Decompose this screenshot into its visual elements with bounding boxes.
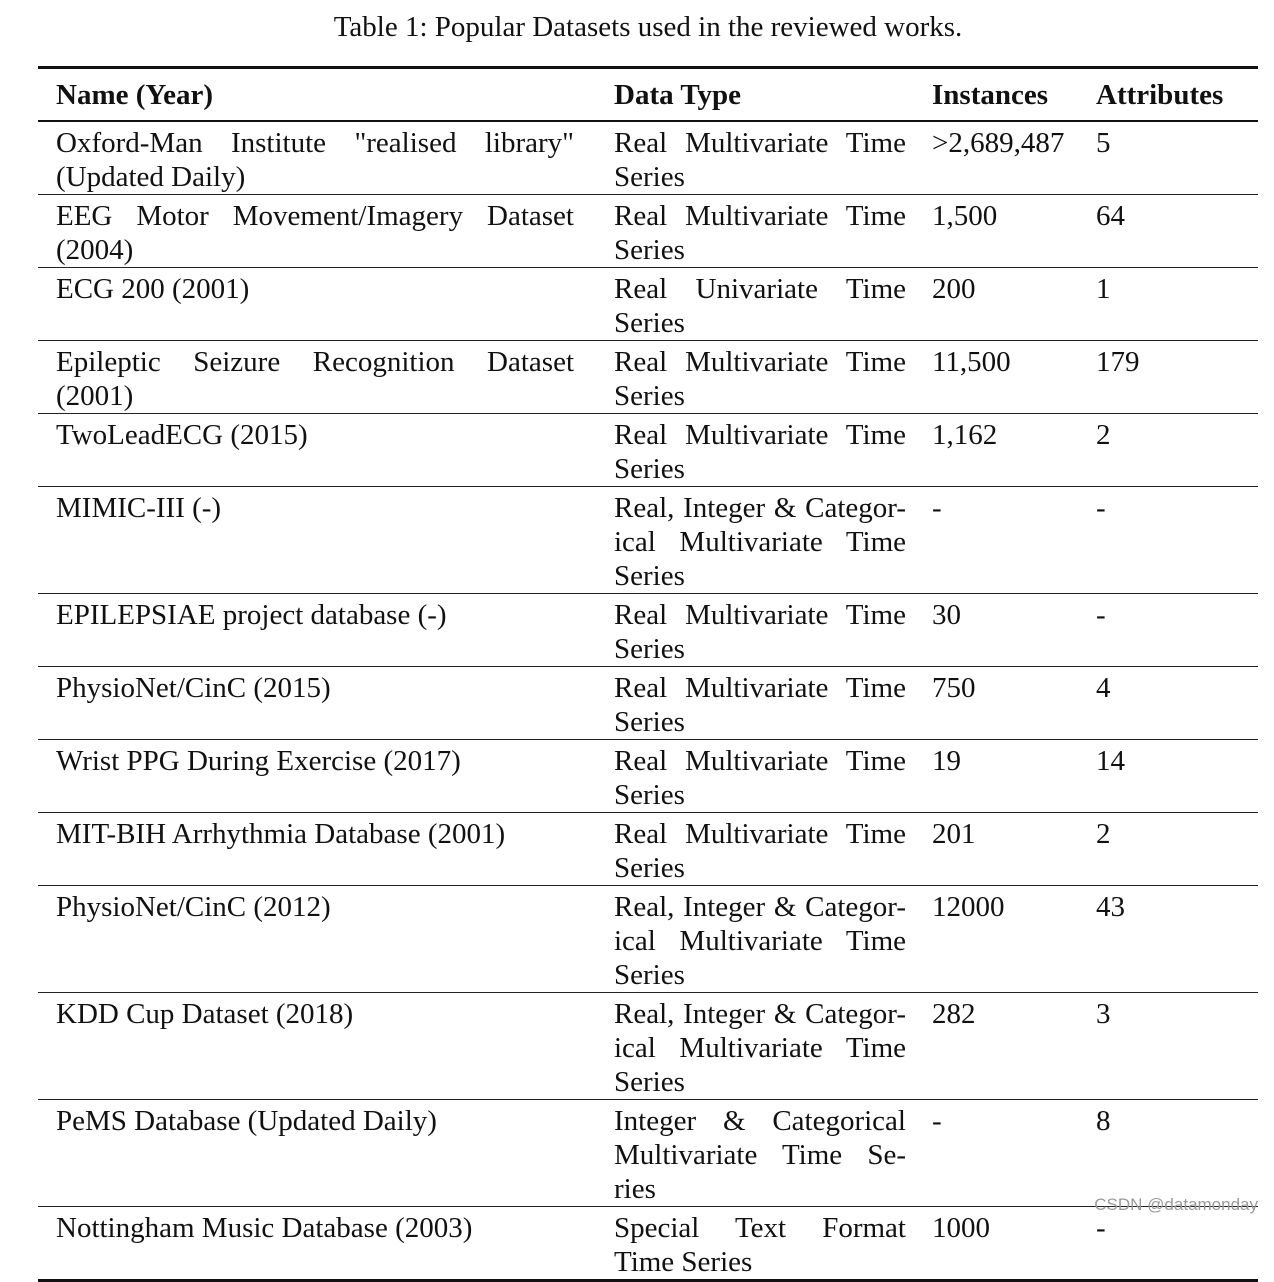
header-name: Name (Year) — [38, 68, 594, 122]
table-row — [38, 667, 1258, 740]
table-caption: Table 1: Popular Datasets used in the reviewed works. — [333, 11, 963, 43]
header-instances: Instances — [914, 68, 1094, 122]
cell-attributes: 5 — [1094, 121, 1258, 195]
table-row — [38, 268, 1258, 341]
header-attributes: Attributes — [1094, 68, 1258, 122]
cell-name: Oxford-Man Institute "realised library" (Updated Daily) — [38, 121, 594, 195]
cell-data-type: Real, Integer & Categor-ical Multivariate Time Series — [594, 487, 914, 594]
table-row — [38, 121, 1258, 195]
cell-attributes: 64 — [1094, 195, 1258, 268]
cell-instances: 12000 — [914, 886, 1094, 993]
table-row — [38, 341, 1258, 414]
cell-name: PhysioNet/CinC (2012) — [38, 886, 594, 993]
cell-instances: 19 — [914, 740, 1094, 813]
datasets-table — [38, 66, 1258, 1282]
cell-name: PeMS Database (Updated Daily) — [38, 1100, 594, 1207]
cell-data-type: Real Multivariate Time Series — [594, 813, 914, 886]
cell-name: Nottingham Music Database (2003) — [56, 1212, 473, 1244]
cell-name: EPILEPSIAE project database (-) — [38, 594, 594, 667]
cell-instances: 750 — [914, 667, 1094, 740]
cell-name: Epileptic Seizure Recognition Dataset (2001) — [38, 341, 594, 414]
cell-name: ECG 200 (2001) — [38, 268, 594, 341]
table-row — [38, 1207, 1258, 1281]
cell-data-type: Real Multivariate Time Series — [594, 594, 914, 667]
cell-name: KDD Cup Dataset (2018) — [38, 993, 594, 1100]
cell-data-type: Real, Integer & Categor-ical Multivariate Time Series — [594, 886, 914, 993]
table-row — [38, 813, 1258, 886]
cell-instances: 1,500 — [914, 195, 1094, 268]
cell-attributes: - — [1096, 1212, 1106, 1244]
cell-instances: 282 — [914, 993, 1094, 1100]
header-data-type: Data Type — [594, 68, 914, 122]
table-row — [38, 1100, 1258, 1207]
cell-attributes: 43 — [1094, 886, 1258, 993]
table-row — [38, 993, 1258, 1100]
cell-data-type: Real Multivariate Time Series — [594, 195, 914, 268]
cell-data-type: Real Multivariate Time Series — [594, 414, 914, 487]
cell-attributes: 179 — [1094, 341, 1258, 414]
cell-name: EEG Motor Movement/Imagery Dataset (2004) — [38, 195, 594, 268]
cell-attributes: 2 — [1094, 813, 1258, 886]
watermark: CSDN @datamonday — [1094, 1195, 1258, 1214]
header-row — [38, 68, 1258, 122]
table-row — [38, 487, 1258, 594]
cell-data-type: Special Text Format Time Series — [614, 1212, 906, 1278]
cell-instances: - — [914, 487, 1094, 594]
cell-data-type: Real Multivariate Time Series — [594, 740, 914, 813]
cell-data-type: Real Multivariate Time Series — [594, 341, 914, 414]
cell-attributes: 4 — [1094, 667, 1258, 740]
cell-attributes: 2 — [1094, 414, 1258, 487]
cell-name: PhysioNet/CinC (2015) — [38, 667, 594, 740]
cell-data-type: Integer & Categorical Multivariate Time Se-ries — [594, 1100, 914, 1207]
cell-name: TwoLeadECG (2015) — [38, 414, 594, 487]
cell-data-type: Real Univariate Time Series — [594, 268, 914, 341]
cell-instances: 11,500 — [914, 341, 1094, 414]
cell-name: Wrist PPG During Exercise (2017) — [38, 740, 594, 813]
cell-instances: 30 — [914, 594, 1094, 667]
cell-instances: >2,689,487 — [914, 121, 1094, 195]
cell-attributes: 1 — [1094, 268, 1258, 341]
table-row — [38, 414, 1258, 487]
cell-name: MIMIC-III (-) — [38, 487, 594, 594]
cell-attributes: 8 — [1094, 1100, 1258, 1207]
table-row — [38, 886, 1258, 993]
table-row — [38, 594, 1258, 667]
cell-data-type: Real Multivariate Time Series — [594, 667, 914, 740]
cell-name: MIT-BIH Arrhythmia Database (2001) — [38, 813, 594, 886]
cell-instances: 1000 — [932, 1212, 990, 1244]
table-body — [38, 121, 1258, 1281]
cell-attributes: - — [1094, 487, 1258, 594]
cell-attributes: 14 — [1094, 740, 1258, 813]
cell-data-type: Real Multivariate Time Series — [594, 121, 914, 195]
cell-instances: - — [914, 1100, 1094, 1207]
cell-attributes: - — [1094, 594, 1258, 667]
cell-instances: 1,162 — [914, 414, 1094, 487]
cell-attributes: 3 — [1094, 993, 1258, 1100]
table-row — [38, 195, 1258, 268]
table-row — [38, 740, 1258, 813]
cell-data-type: Real, Integer & Categor-ical Multivariate Time Series — [594, 993, 914, 1100]
cell-instances: 200 — [914, 268, 1094, 341]
cell-instances: 201 — [914, 813, 1094, 886]
